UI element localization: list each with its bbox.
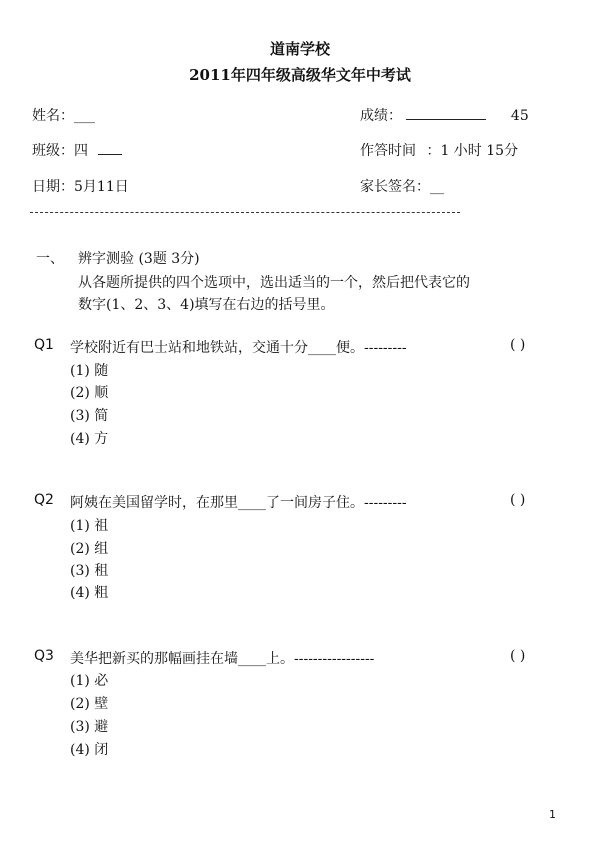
parent-signature-value: __: [430, 179, 444, 195]
parent-signature-label: 家长签名：: [360, 179, 430, 195]
question-1-text: 学校附近有巴士站和地铁站，交通十分____便。---------: [70, 340, 407, 356]
name-label: 姓名：: [32, 108, 74, 124]
question-2-option-1: (1) 祖: [70, 518, 109, 534]
question-2-option-2: (2) 组: [70, 541, 109, 557]
school-name: 道南学校: [269, 40, 330, 58]
score-blank: [406, 107, 486, 120]
question-1-option-4: (4) 方: [70, 431, 109, 447]
parent-signature-field: [360, 176, 444, 196]
name-field: [32, 105, 95, 125]
time-value: ：1 小时 15分: [426, 143, 519, 159]
question-2-text: 阿姨在美国留学时，在那里____了一间房子住。---------: [70, 495, 407, 511]
class-value: 四: [74, 143, 88, 159]
question-3-text: 美华把新买的那幅画挂在墙____上。-----------------: [70, 651, 375, 667]
date-field: [32, 176, 129, 196]
question-1-label: Q1: [34, 337, 54, 353]
divider-line: [30, 212, 460, 213]
date-value: 5月11日: [74, 179, 129, 195]
name-value: ___: [74, 108, 95, 124]
score-label: 成绩：: [360, 108, 402, 124]
section-title: 辨字测验 (3题 3分): [78, 251, 200, 267]
section-instructions-line2: 数字(1、2、3、4)填写在右边的括号里。: [78, 297, 335, 313]
class-field: [32, 140, 122, 160]
question-2-option-4: (4) 粗: [70, 585, 109, 601]
question-3-option-3: (3) 避: [70, 719, 109, 735]
score-value: 45: [510, 108, 529, 124]
section-number: 一、: [36, 251, 64, 267]
question-3-option-2: (2) 壁: [70, 696, 109, 712]
time-field: [360, 140, 518, 160]
question-1-option-3: (3) 简: [70, 408, 109, 424]
question-1-answer-bracket[interactable]: ( ): [510, 337, 526, 353]
section-instructions-line1: 从各题所提供的四个选项中，选出适当的一个，然后把代表它的: [78, 275, 470, 291]
date-label: 日期：: [32, 179, 74, 195]
question-2-label: Q2: [34, 492, 54, 508]
time-label: 作答时间: [360, 143, 416, 159]
score-field: [360, 105, 529, 125]
question-1-option-2: (2) 顺: [70, 385, 109, 401]
exam-title: 2011年四年级高级华文年中考试: [189, 66, 411, 84]
question-1-option-1: (1) 随: [70, 363, 109, 379]
class-label: 班级：: [32, 143, 74, 159]
class-blank: [98, 142, 122, 155]
question-3-label: Q3: [34, 648, 54, 664]
question-3-option-1: (1) 必: [70, 673, 109, 689]
question-2-answer-bracket[interactable]: ( ): [510, 492, 526, 508]
question-3-option-4: (4) 闭: [70, 742, 109, 758]
page-number: 1: [549, 808, 556, 821]
question-2-option-3: (3) 租: [70, 563, 109, 579]
question-3-answer-bracket[interactable]: ( ): [510, 648, 526, 664]
